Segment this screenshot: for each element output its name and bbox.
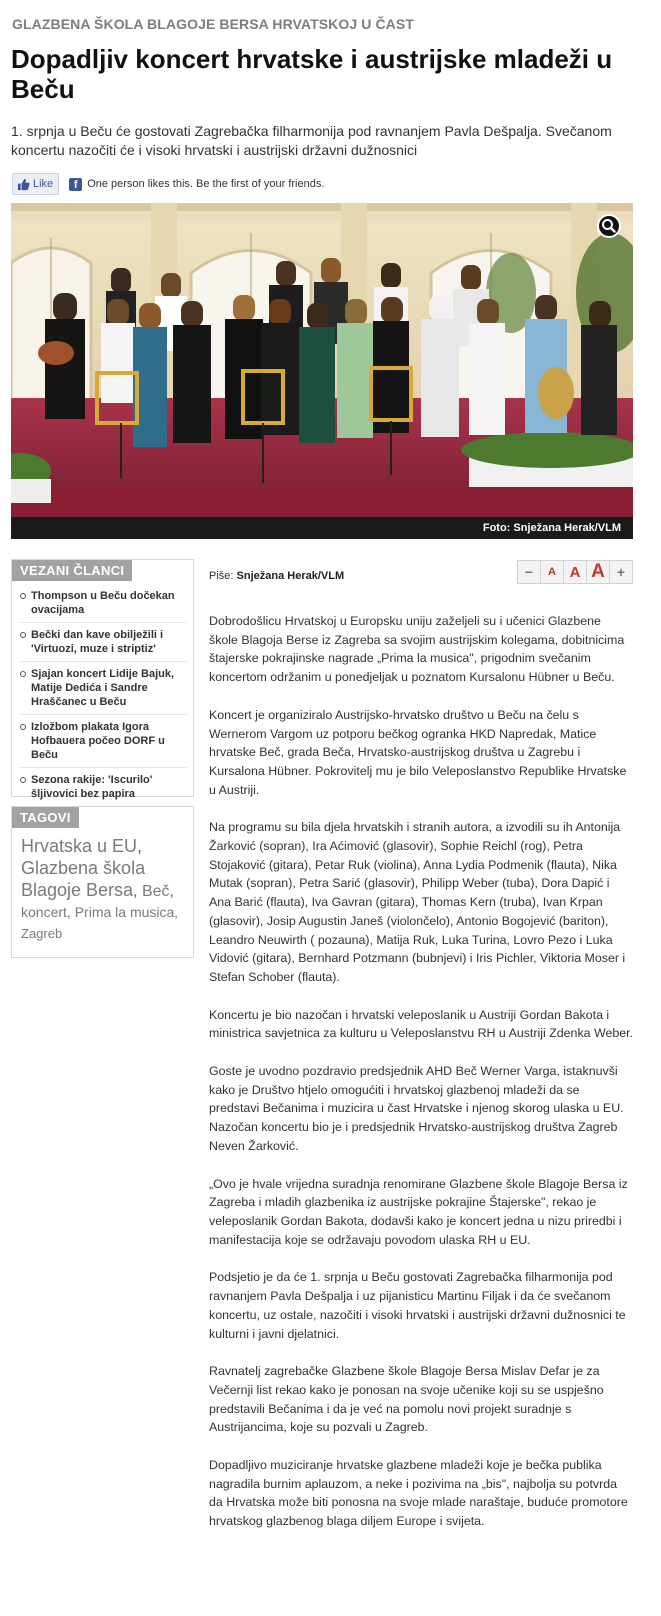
tag-link[interactable]: Beč	[141, 883, 170, 900]
article-paragraph: Na programu su bila djela hrvatskih i stranih autora, a izvodili su ih Antonija Žarković (sopran), Ira Aćimović (glasovir), Sophie Reichl (rog), Petra Stojaković (gitara), Petar Ruk (violina), Anna Lydia Podmenik (flauta), Nika Mutak (sopran), Petra Sarić (glasovir), Philipp Weber (tuba), Dora Dapić i Ana Barić (flauta), Iva Gavran (gitara), Thomas Kern (truba), Ivan Krpan (glasovir), Josip Augustin Janeš (violončelo), Antonio Bogojević (bariton), Leandro Neuwirth ( pozauna), Matija Ruk, Luka Turina, Lovro Pezo i Luka Vidović (gitara), Bernhard Potzmann (bubnjevi) i Iris Pichler, Viktoria Moser i Stefan Schober (flauta).	[209, 820, 626, 984]
related-article-link[interactable]	[20, 773, 187, 806]
related-article-title[interactable]: Sezona rakije: 'Iscurilo' šljivovici bez papira	[31, 774, 153, 800]
tag-link[interactable]: Glazbena škola Blagoje Bersa	[21, 858, 146, 900]
zoom-icon[interactable]	[597, 214, 621, 238]
tag-link[interactable]: Zagreb	[21, 926, 63, 941]
tags-heading: TAGOVI	[12, 807, 79, 828]
font-decrease-button[interactable]: −	[517, 560, 541, 584]
tag-cloud	[12, 828, 193, 944]
bullet-icon	[20, 632, 26, 638]
related-article-link[interactable]	[20, 667, 187, 715]
article-kicker: GLAZBENA ŠKOLA BLAGOJE BERSA HRVATSKOJ U ČAST	[12, 16, 414, 32]
related-articles-heading: VEZANI ČLANCI	[12, 560, 132, 581]
article-paragraph: Koncertu je bio nazočan i hrvatski veleposlanik u Austriji Gordan Bakota i ministrica savjetnica za kulturu u Veleposlanstvu RH u Austriji Zdenka Weber.	[209, 1007, 634, 1041]
tag-separator: ,	[133, 883, 142, 900]
tags-box	[11, 806, 194, 958]
font-size-tools	[518, 560, 633, 584]
article-paragraph: Goste je uvodno pozdravio predsjednik AHD Beč Werner Varga, istaknuvši kako je Društvo htjelo omogućiti i hrvatskoj glazbenoj mladeži da se predstavi Bečanima i muzicira u čast Hrvatske i njenog skorog ulaska u EU. Nazočan koncertu bio je i predsjednik Hrvatsko-austrijskog društva Zagreb Neven Žarković.	[209, 1064, 624, 1153]
magnifier-icon	[599, 216, 619, 236]
byline-prefix: Piše:	[209, 570, 237, 582]
tag-link[interactable]: Hrvatska u EU	[21, 836, 138, 856]
facebook-like-button[interactable]	[12, 173, 59, 195]
font-medium-button[interactable]: A	[563, 560, 587, 584]
facebook-icon: f	[69, 178, 82, 191]
bullet-icon	[20, 593, 26, 599]
article-lead: 1. srpnja u Beču će gostovati Zagrebačka filharmonija pod ravnanjem Pavla Dešpalja. Svečanom koncertu nazočiti će i visoki hrvatski i austrijski državni dužnosnici	[11, 123, 612, 158]
article-paragraph: Podsjetio je da će 1. srpnja u Beču gostovati Zagrebačka filharmonija pod ravnanjem Pavla Dešpalja i uz pijanisticu Martinu Filjak i da će svečanom koncertu, uz ostale, nazočiti i visoki hrvatski i austrijski državni dužnosnici te kulturni i javni djelatnici.	[209, 1270, 626, 1341]
tag-separator: ,	[66, 904, 75, 920]
font-increase-button[interactable]: +	[609, 560, 633, 584]
tag-separator: ,	[174, 905, 178, 920]
byline	[209, 570, 344, 582]
tag-link[interactable]: Prima la musica	[74, 904, 175, 920]
related-article-link[interactable]	[20, 720, 187, 768]
related-article-title[interactable]: Thompson u Beču dočekan ovacijama	[31, 590, 175, 616]
related-article-title[interactable]: Bečki dan kave obilježili i 'Virtuozi, muze i striptiz'	[31, 629, 164, 655]
article-paragraph: Dobrodošlicu Hrvatskoj u Europsku uniju zaželjeli su i učenici Glazbene škole Blagoja Berse iz Zagreba sa svojim austrijskim kolegama, dobitnicima štajerske pokrajinske nagrade „Prima la musica", prigodnim svečanim koncertom održanim u ponedjeljak u poznatom Kursalonu Hübner u Beču.	[209, 614, 625, 685]
concert-photo-illustration	[11, 203, 633, 539]
social-bar	[12, 172, 324, 196]
related-article-link[interactable]	[20, 589, 187, 623]
article-paragraph: Koncert je organiziralo Austrijsko-hrvatsko društvo u Beču na čelu s Wernerom Vargom uz potporu bečkog ogranka HKD Napredak, Matice hrvatske Beč, grada Beča, Hrvatsko-austrijskog društva u Zagrebu i Kursalona Hübner. Pokrovitelj mu je bilo Veleposlanstvo Republike Hrvatske u Austriji.	[209, 707, 627, 797]
thumbs-up-icon	[17, 178, 30, 191]
article-paragraph: Ravnatelj zagrebačke Glazbene škole Blagoje Bersa Mislav Defar je za Večernji list rekao kako je ponosan na svoje učenike koji su se uspješno predstavili Bečanima i da je već na pomolu novi projekt suradnje s Austrijancima, koje su pozvali u Zagreb.	[209, 1364, 604, 1435]
byline-author: Snježana Herak/VLM	[236, 570, 345, 582]
tag-separator: ,	[137, 836, 143, 856]
tag-separator: ,	[169, 883, 174, 900]
article-photo[interactable]	[11, 203, 633, 539]
article-title: Dopadljiv koncert hrvatske i austrijske mladeži u Beču	[11, 44, 613, 104]
bullet-icon	[20, 671, 26, 677]
like-count-text: One person likes this. Be the first of your friends.	[87, 178, 325, 190]
font-small-button[interactable]: A	[540, 560, 564, 584]
photo-credit: Foto: Snježana Herak/VLM	[482, 522, 621, 534]
tag-link[interactable]: koncert	[21, 904, 67, 920]
like-label: Like	[33, 178, 54, 190]
related-article-link[interactable]	[20, 628, 187, 662]
related-articles-list	[12, 589, 193, 806]
font-large-button[interactable]: A	[586, 560, 610, 584]
article-paragraph: „Ovo je hvale vrijedna suradnja renomirane Glazbene škole Blagoje Bersa iz Zagreba i mladih glazbenika iz austrijske pokrajine Štajerske", rekao je veleposlanik Gordan Bakota, dodavši kako je koncert jedna u nizu priredbi i manifestacija koje se održavaju povodom ulaska RH u EU.	[209, 1176, 628, 1247]
related-articles-box	[11, 559, 194, 800]
bullet-icon	[20, 724, 26, 730]
related-article-title[interactable]: Sjajan koncert Lidije Bajuk, Matije Dedića i Sandre Hraščanec u Beču	[31, 668, 175, 708]
article-paragraph: Dopadljivo muziciranje hrvatske glazbene mladeži koje je bečka publika nagradila burnim aplauzom, a neke i pozivima na „bis", najbolja su potvrda da Hrvatska može biti ponosna na svoje mlade naraštaje, buduće promotore hrvatskog glazbenog blaga diljem Europe i svijeta.	[209, 1458, 628, 1529]
bullet-icon	[20, 777, 26, 783]
related-article-title[interactable]: Izložbom plakata Igora Hofbauera počeo DORF u Beču	[31, 721, 165, 761]
article-body	[209, 612, 633, 1550]
